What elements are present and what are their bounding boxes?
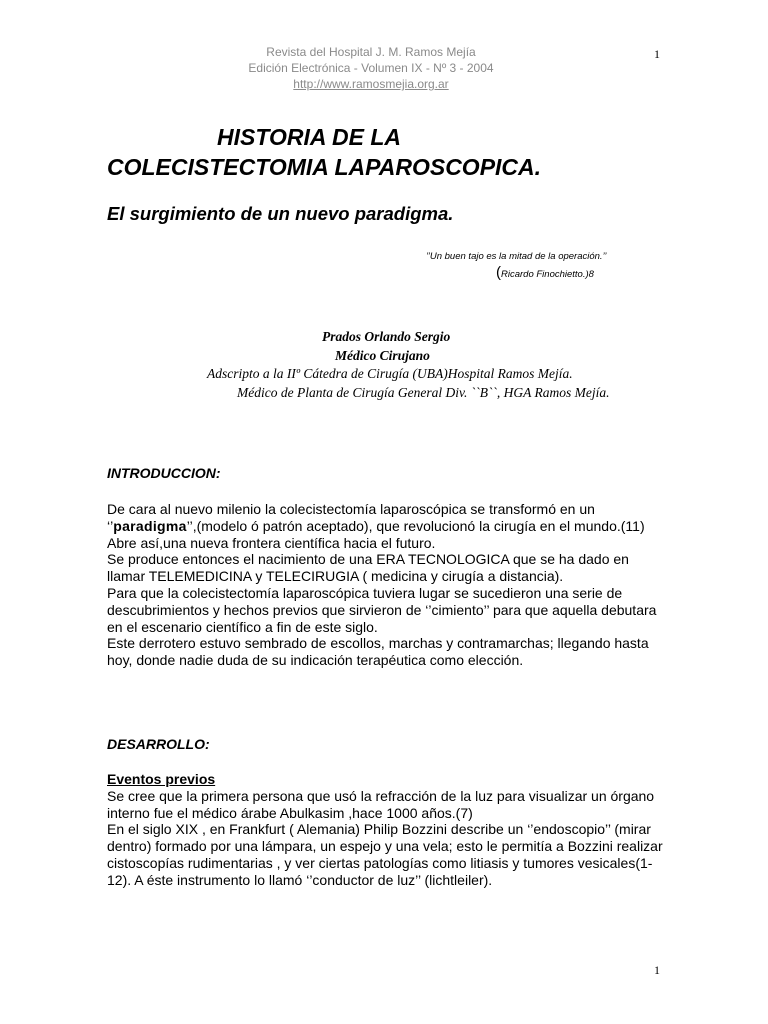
intro-paragraph-5: Este derrotero estuvo sembrado de escollos, marchas y contramarchas; llegando hasta hoy, donde nadie duda de su indicación terapéutica como elección. — [107, 635, 649, 669]
desarrollo-body — [107, 771, 667, 889]
title-line1: HISTORIA DE LA — [217, 124, 402, 150]
desarrollo-paragraph-1: Se cree que la primera persona que usó la refracción de la luz para visualizar un órgano interno fue el médico árabe Abulkasim ,hace 1000 años.(7) — [107, 787, 655, 821]
document-subtitle: El surgimiento de un nuevo paradigma. — [107, 203, 454, 224]
section-heading-introduccion: INTRODUCCION: — [107, 465, 221, 481]
epigraph-author: (Ricardo Finochietto.)8 — [496, 264, 594, 281]
journal-header-url — [0, 77, 768, 92]
introduccion-body — [107, 501, 667, 669]
intro-paragraph-1: De cara al nuevo milenio la colecistectomía laparoscópica se transformó en un ‘’paradigma’’,(modelo ó patrón aceptado), que revolucionó la cirugía en el mundo.(11) — [107, 501, 645, 534]
intro-paragraph-3: Se produce entonces el nacimiento de una ERA TECNOLOGICA que se ha dado en llamar TELEMEDICINA y TELECIRUGIA ( medicina y cirugía a distancia). — [107, 551, 629, 585]
page-number-top: 1 — [654, 47, 660, 61]
author-role: Médico Cirujano — [335, 348, 430, 363]
section-heading-desarrollo: DESARROLLO: — [107, 736, 210, 752]
page-number-bottom: 1 — [654, 963, 660, 977]
journal-url-link[interactable]: http://www.ramosmejia.org.ar — [293, 77, 449, 91]
title-line2: COLECISTECTOMIA LAPAROSCOPICA. — [107, 154, 542, 180]
intro-paragraph-4: Para que la colecistectomía laparoscópica tuviera lugar se sucedieron una serie de descubrimientos y hechos previos que sirvieron de ‘’cimiento’’ para que aquella debutara en el escenario científico a fin de este siglo. — [107, 584, 657, 635]
author-affiliation-2: Médico de Planta de Cirugía General Div. ``B``, HGA Ramos Mejía. — [237, 385, 610, 400]
document-title — [107, 122, 541, 182]
author-affiliation-1: Adscripto a la IIº Cátedra de Cirugía (UBA)Hospital Ramos Mejía. — [207, 366, 573, 381]
epigraph-quote: ’’Un buen tajo es la mitad de la operación.’’ — [426, 251, 607, 262]
journal-header-line1: Revista del Hospital J. M. Ramos Mejía — [266, 45, 476, 59]
epigraph-paren: ( — [496, 264, 501, 281]
subheading-eventos-previos: Eventos previos — [107, 771, 216, 787]
keyword-paradigma: paradigma — [113, 517, 187, 534]
author-name: Prados Orlando Sergio — [322, 329, 451, 344]
journal-header-line2: Edición Electrónica - Volumen IX - Nº 3 - 2004 — [248, 61, 494, 75]
desarrollo-paragraph-2: En el siglo XIX , en Frankfurt ( Alemania) Philip Bozzini describe un ‘’endoscopio’’ (mirar dentro) formado por una lámpara, un espejo y una vela; esto le permitía a Bozzini realizar cistoscopías rudimentarias , y ver ciertas patologías como litiasis y tumores vesicales(1-12). A éste instrumento lo llamó ‘’conductor de luz’’ (lichtleiler). — [107, 821, 663, 888]
intro-paragraph-2: Abre así,una nueva frontera científica hacia el futuro. — [107, 534, 436, 551]
